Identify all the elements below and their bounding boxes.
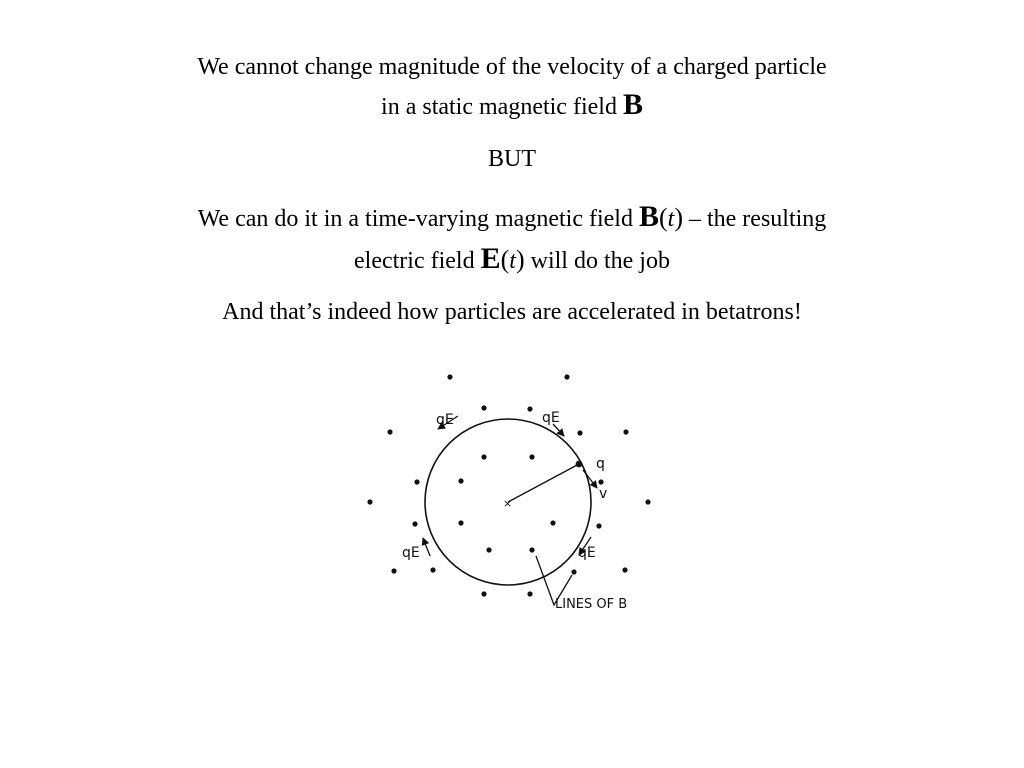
label-qe-top-left: qE (436, 412, 454, 428)
text-line-3-content: We can do it in a time-varying magnetic field (197, 206, 639, 232)
label-qe-bottom-right: qE (578, 545, 596, 561)
var-t: t (509, 248, 516, 274)
field-dot (430, 567, 435, 572)
but-label: BUT (488, 146, 536, 172)
field-dot (447, 374, 452, 379)
text-line-1-content: We cannot change magnitude of the velocity of a charged particle (197, 54, 827, 80)
paren-close: ) (515, 245, 525, 274)
field-dot (596, 523, 601, 528)
label-q: q (596, 456, 605, 472)
field-dot (367, 499, 372, 504)
field-dot (391, 568, 396, 573)
field-dot (481, 454, 486, 459)
field-dot (481, 591, 486, 596)
field-dot (527, 591, 532, 596)
paren-open: ( (500, 245, 510, 274)
text-line-4 (0, 244, 1024, 276)
text-but (0, 144, 1024, 174)
field-dot (414, 479, 419, 484)
betatron-diagram (350, 360, 670, 640)
field-dot (529, 547, 534, 552)
field-dot (458, 520, 463, 525)
symbol-b-bold: B (622, 88, 643, 121)
force-arrow-bottom-left (423, 538, 430, 556)
field-dot (481, 405, 486, 410)
field-dots (367, 374, 650, 596)
field-dot (623, 429, 628, 434)
field-dot (387, 429, 392, 434)
field-dot (550, 520, 555, 525)
field-dot (622, 567, 627, 572)
text-line-5-content: And that’s indeed how particles are accelerated in betatrons! (222, 299, 802, 325)
text-line-5 (0, 297, 1024, 327)
radius-line (508, 464, 579, 502)
text-line-3-tail: – the resulting (682, 206, 827, 232)
text-line-2-content: in a static magnetic field (381, 94, 623, 120)
field-dot (645, 499, 650, 504)
label-lines-of-b: LINES OF B (555, 597, 628, 612)
paren-open: ( (658, 203, 668, 232)
label-qe-bottom-left: qE (402, 545, 420, 561)
text-line-3 (0, 202, 1024, 234)
symbol-b-time: B (638, 200, 659, 233)
field-dot (412, 521, 417, 526)
field-dot (571, 569, 576, 574)
text-line-1 (0, 52, 1024, 82)
field-dot (527, 406, 532, 411)
field-dot (458, 478, 463, 483)
text-line-4-content: electric field (354, 248, 481, 274)
label-v: v (599, 486, 608, 502)
particle-q (576, 461, 583, 468)
symbol-e-time: E (480, 242, 501, 275)
field-dot (577, 430, 582, 435)
paren-close: ) (674, 203, 683, 232)
label-qe-top-right: qE (542, 410, 560, 426)
field-dot (598, 479, 603, 484)
text-line-4-tail: will do the job (524, 248, 670, 274)
text-line-2 (0, 90, 1024, 122)
field-dot (564, 374, 569, 379)
field-dot (486, 547, 491, 552)
center-mark: × (503, 497, 513, 510)
var-t: t (667, 206, 675, 232)
field-dot (529, 454, 534, 459)
